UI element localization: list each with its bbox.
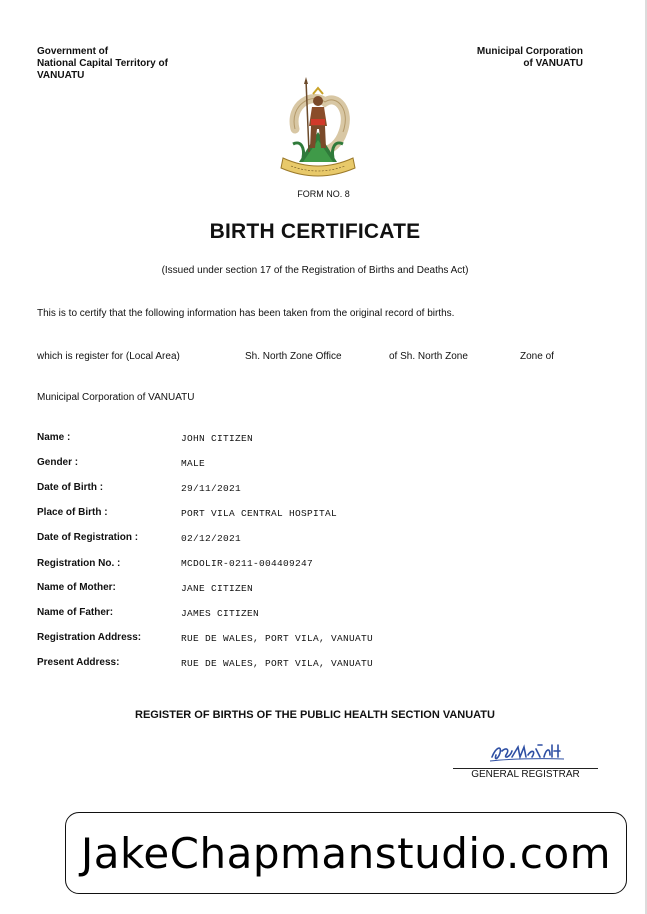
registration-number-value: MCDOLIR-0211-004409247	[181, 558, 314, 569]
present-address-value: RUE DE WALES, PORT VILA, VANUATU	[181, 658, 374, 669]
intro-statement: This is to certify that the following information has been taken from the original record of births.	[37, 308, 455, 319]
watermark-text: JakeChapmanstudio.com	[80, 828, 612, 878]
name-label: Name :	[37, 432, 71, 443]
mother-name-value: JANE CITIZEN	[181, 583, 254, 594]
place-of-birth-label: Place of Birth :	[37, 507, 108, 518]
father-name-value: JAMES CITIZEN	[181, 608, 260, 619]
register-line-suffix: Zone of	[520, 351, 554, 362]
date-of-birth-label: Date of Birth :	[37, 482, 104, 493]
registration-address-value: RUE DE WALES, PORT VILA, VANUATU	[181, 633, 374, 644]
place-of-birth-value: PORT VILA CENTRAL HOSPITAL	[181, 508, 338, 519]
gender-value: MALE	[181, 458, 206, 469]
register-line-office: Sh. North Zone Office	[245, 351, 342, 362]
date-of-registration-label: Date of Registration :	[37, 532, 139, 543]
coat-of-arms-icon	[273, 74, 363, 182]
form-number: FORM NO. 8	[297, 189, 350, 199]
issuer-left-line: VANUATU	[37, 70, 85, 81]
register-line-prefix: which is register for (Local Area)	[37, 351, 180, 362]
registrar-caption: GENERAL REGISTRAR	[471, 769, 580, 780]
issuer-left-line: National Capital Territory of	[37, 58, 168, 69]
signature-icon	[488, 741, 568, 765]
registration-address-label: Registration Address:	[37, 632, 142, 643]
gender-label: Gender :	[37, 457, 79, 468]
issuer-right-line: of VANUATU	[523, 58, 583, 69]
date-of-registration-value: 02/12/2021	[181, 533, 242, 544]
date-of-birth-value: 29/11/2021	[181, 483, 242, 494]
register-line-zone: of Sh. North Zone	[389, 351, 468, 362]
municipal-line: Municipal Corporation of VANUATU	[37, 392, 195, 403]
issuer-right	[477, 46, 583, 70]
present-address-label: Present Address:	[37, 657, 120, 668]
watermark-banner	[65, 812, 627, 894]
father-name-label: Name of Father:	[37, 607, 114, 618]
issuer-left	[37, 46, 168, 82]
document-subtitle: (Issued under section 17 of the Registration of Births and Deaths Act)	[161, 265, 469, 276]
mother-name-label: Name of Mother:	[37, 582, 116, 593]
name-value: JOHN CITIZEN	[181, 433, 254, 444]
register-heading: REGISTER OF BIRTHS OF THE PUBLIC HEALTH SECTION VANUATU	[135, 709, 495, 721]
issuer-left-line: Government of	[37, 46, 109, 57]
document-title: BIRTH CERTIFICATE	[209, 220, 421, 243]
issuer-right-line: Municipal Corporation	[476, 46, 583, 57]
registration-number-label: Registration No. :	[37, 558, 121, 569]
